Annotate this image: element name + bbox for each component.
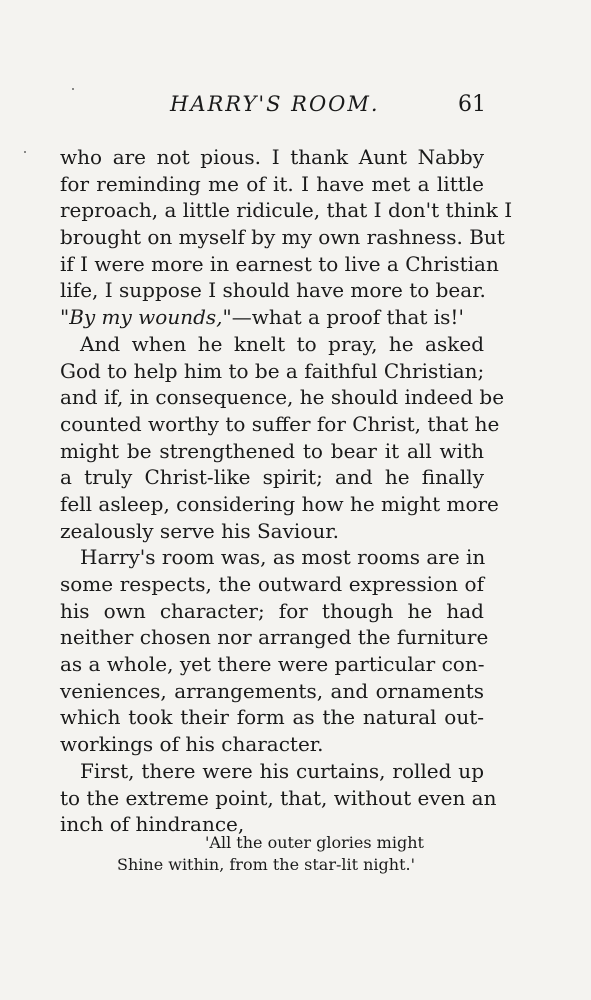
paragraph-start-line: And when he knelt to pray, he asked (80, 331, 484, 356)
quote-italic: By my wounds, (69, 305, 223, 330)
text-line: veniences, arrangements, and ornaments (60, 678, 484, 703)
text-line: fell asleep, considering how he might more (60, 491, 499, 516)
text-line: neither chosen nor arranged the furniture (60, 625, 489, 650)
text-line: might be strengthened to bear it all with (60, 438, 484, 463)
paragraph-start-line: First, there were his curtains, rolled up (80, 758, 484, 783)
text-line: for reminding me of it. I have met a little (60, 171, 484, 196)
print-speck (72, 88, 74, 90)
verse-quote (60, 832, 484, 876)
text-line: which took their form as the natural out- (60, 705, 484, 730)
quote-rest: "—what a proof that is!' (222, 305, 464, 330)
quote-line (60, 304, 484, 331)
text-line: inch of hindrance, (60, 812, 245, 837)
text-line: his own character; for though he had (60, 598, 484, 623)
text-line: zealously serve his Saviour. (60, 518, 339, 543)
text-line: who are not pious. I thank Aunt Nabby (60, 145, 484, 169)
quote-open: " (60, 305, 70, 330)
text-line: a truly Christ-like spirit; and he finally (60, 465, 484, 490)
text-line: as a whole, yet there were particular con- (60, 652, 485, 677)
page-number: 61 (458, 92, 486, 117)
text-line: some respects, the outward expression of (60, 572, 484, 596)
text-line: to the extreme point, that, without even an (60, 785, 497, 810)
text-line: workings of his character. (60, 732, 324, 757)
text-line: reproach, a little ridicule, that I don't think I (60, 198, 513, 223)
text-line: brought on myself by my own rashness. But (60, 225, 505, 250)
text-line: God to help him to be a faithful Christian; (60, 358, 485, 383)
verse-line: 'All the outer glories might (205, 833, 424, 852)
text-line: counted worthy to suffer for Christ, that he (60, 411, 500, 436)
paragraph-start-line: Harry's room was, as most rooms are in (80, 545, 486, 570)
running-title: HARRY'S ROOM. (170, 92, 380, 116)
page-header (60, 92, 490, 126)
text-line: life, I suppose I should have more to bear. (60, 278, 486, 303)
body-text (60, 144, 513, 838)
print-speck (24, 151, 26, 153)
verse-line: Shine within, from the star-lit night.' (117, 855, 415, 874)
text-line: and if, in consequence, he should indeed be (60, 385, 505, 410)
text-line: if I were more in earnest to live a Christian (60, 251, 499, 276)
